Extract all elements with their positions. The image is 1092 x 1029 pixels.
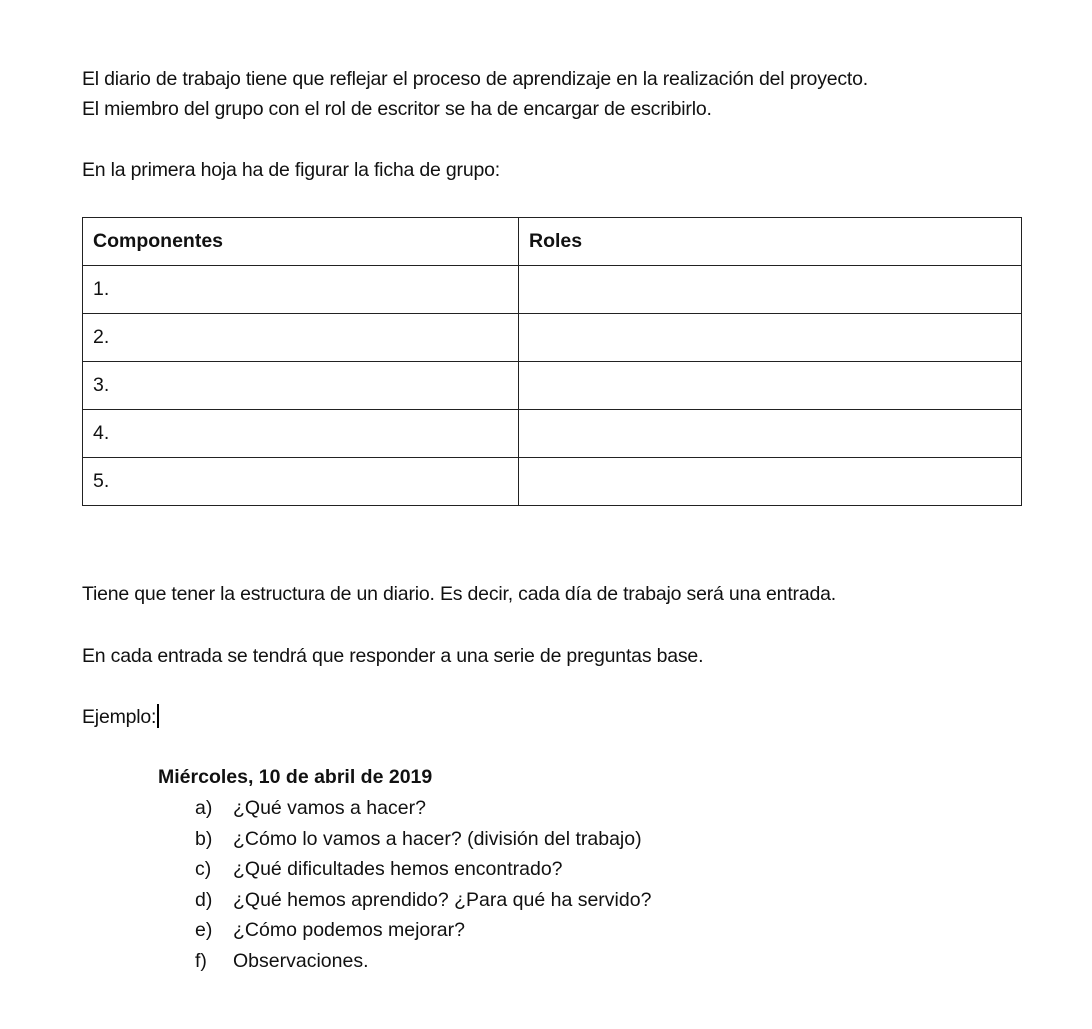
cell-rol[interactable] bbox=[519, 314, 1022, 362]
cell-rol[interactable] bbox=[519, 266, 1022, 314]
table-row bbox=[83, 266, 1022, 314]
group-sheet-table bbox=[82, 217, 1022, 506]
cell-rol[interactable] bbox=[519, 362, 1022, 410]
list-item bbox=[195, 946, 651, 977]
cell-rol[interactable] bbox=[519, 410, 1022, 458]
list-marker: d) bbox=[195, 888, 213, 911]
list-marker: a) bbox=[195, 797, 213, 819]
cell-componente[interactable]: 5. bbox=[83, 458, 519, 506]
list-item bbox=[195, 824, 651, 855]
cell-componente[interactable]: 3. bbox=[83, 362, 519, 410]
paragraph-questions: En cada entrada se tendrá que responder a una serie de preguntas base. bbox=[82, 645, 704, 667]
list-item bbox=[195, 854, 651, 885]
question-text: ¿Qué vamos a hacer? bbox=[233, 797, 426, 819]
cell-componente[interactable]: 4. bbox=[83, 410, 519, 458]
list-item bbox=[195, 885, 651, 916]
question-text: ¿Qué hemos aprendido? ¿Para qué ha servido? bbox=[233, 888, 652, 911]
header-roles: Roles bbox=[519, 218, 1022, 266]
question-text: ¿Qué dificultades hemos encontrado? bbox=[233, 858, 563, 880]
list-marker: f) bbox=[195, 949, 207, 972]
question-text: Observaciones. bbox=[233, 949, 369, 972]
question-text: ¿Cómo lo vamos a hacer? (división del trabajo) bbox=[233, 827, 642, 850]
list-item bbox=[195, 915, 651, 946]
list-marker: b) bbox=[195, 827, 213, 850]
example-label: Ejemplo: bbox=[82, 706, 157, 728]
table-row bbox=[83, 458, 1022, 506]
paragraph-ficha-intro: En la primera hoja ha de figurar la ficha de grupo: bbox=[82, 159, 500, 181]
question-text: ¿Cómo podemos mejorar? bbox=[233, 919, 465, 941]
list-item bbox=[195, 793, 651, 824]
table-header-row bbox=[83, 218, 1022, 266]
list-marker: e) bbox=[195, 919, 213, 941]
paragraph-intro: El diario de trabajo tiene que reflejar el proceso de aprendizaje en la realización del proyecto. bbox=[82, 68, 869, 90]
list-marker: c) bbox=[195, 858, 212, 880]
cell-componente[interactable]: 1. bbox=[83, 266, 519, 314]
table-row bbox=[83, 410, 1022, 458]
table-row bbox=[83, 362, 1022, 410]
cell-rol[interactable] bbox=[519, 458, 1022, 506]
paragraph-structure: Tiene que tener la estructura de un diario. Es decir, cada día de trabajo será una entrada. bbox=[82, 583, 836, 605]
example-question-list bbox=[195, 793, 651, 976]
header-componentes: Componentes bbox=[83, 218, 519, 266]
example-entry-date: Miércoles, 10 de abril de 2019 bbox=[158, 766, 433, 788]
table-row bbox=[83, 314, 1022, 362]
paragraph-example bbox=[82, 702, 159, 732]
paragraph-writer-role: El miembro del grupo con el rol de escritor se ha de encargar de escribirlo. bbox=[82, 98, 712, 120]
text-cursor bbox=[157, 704, 159, 728]
cell-componente[interactable]: 2. bbox=[83, 314, 519, 362]
